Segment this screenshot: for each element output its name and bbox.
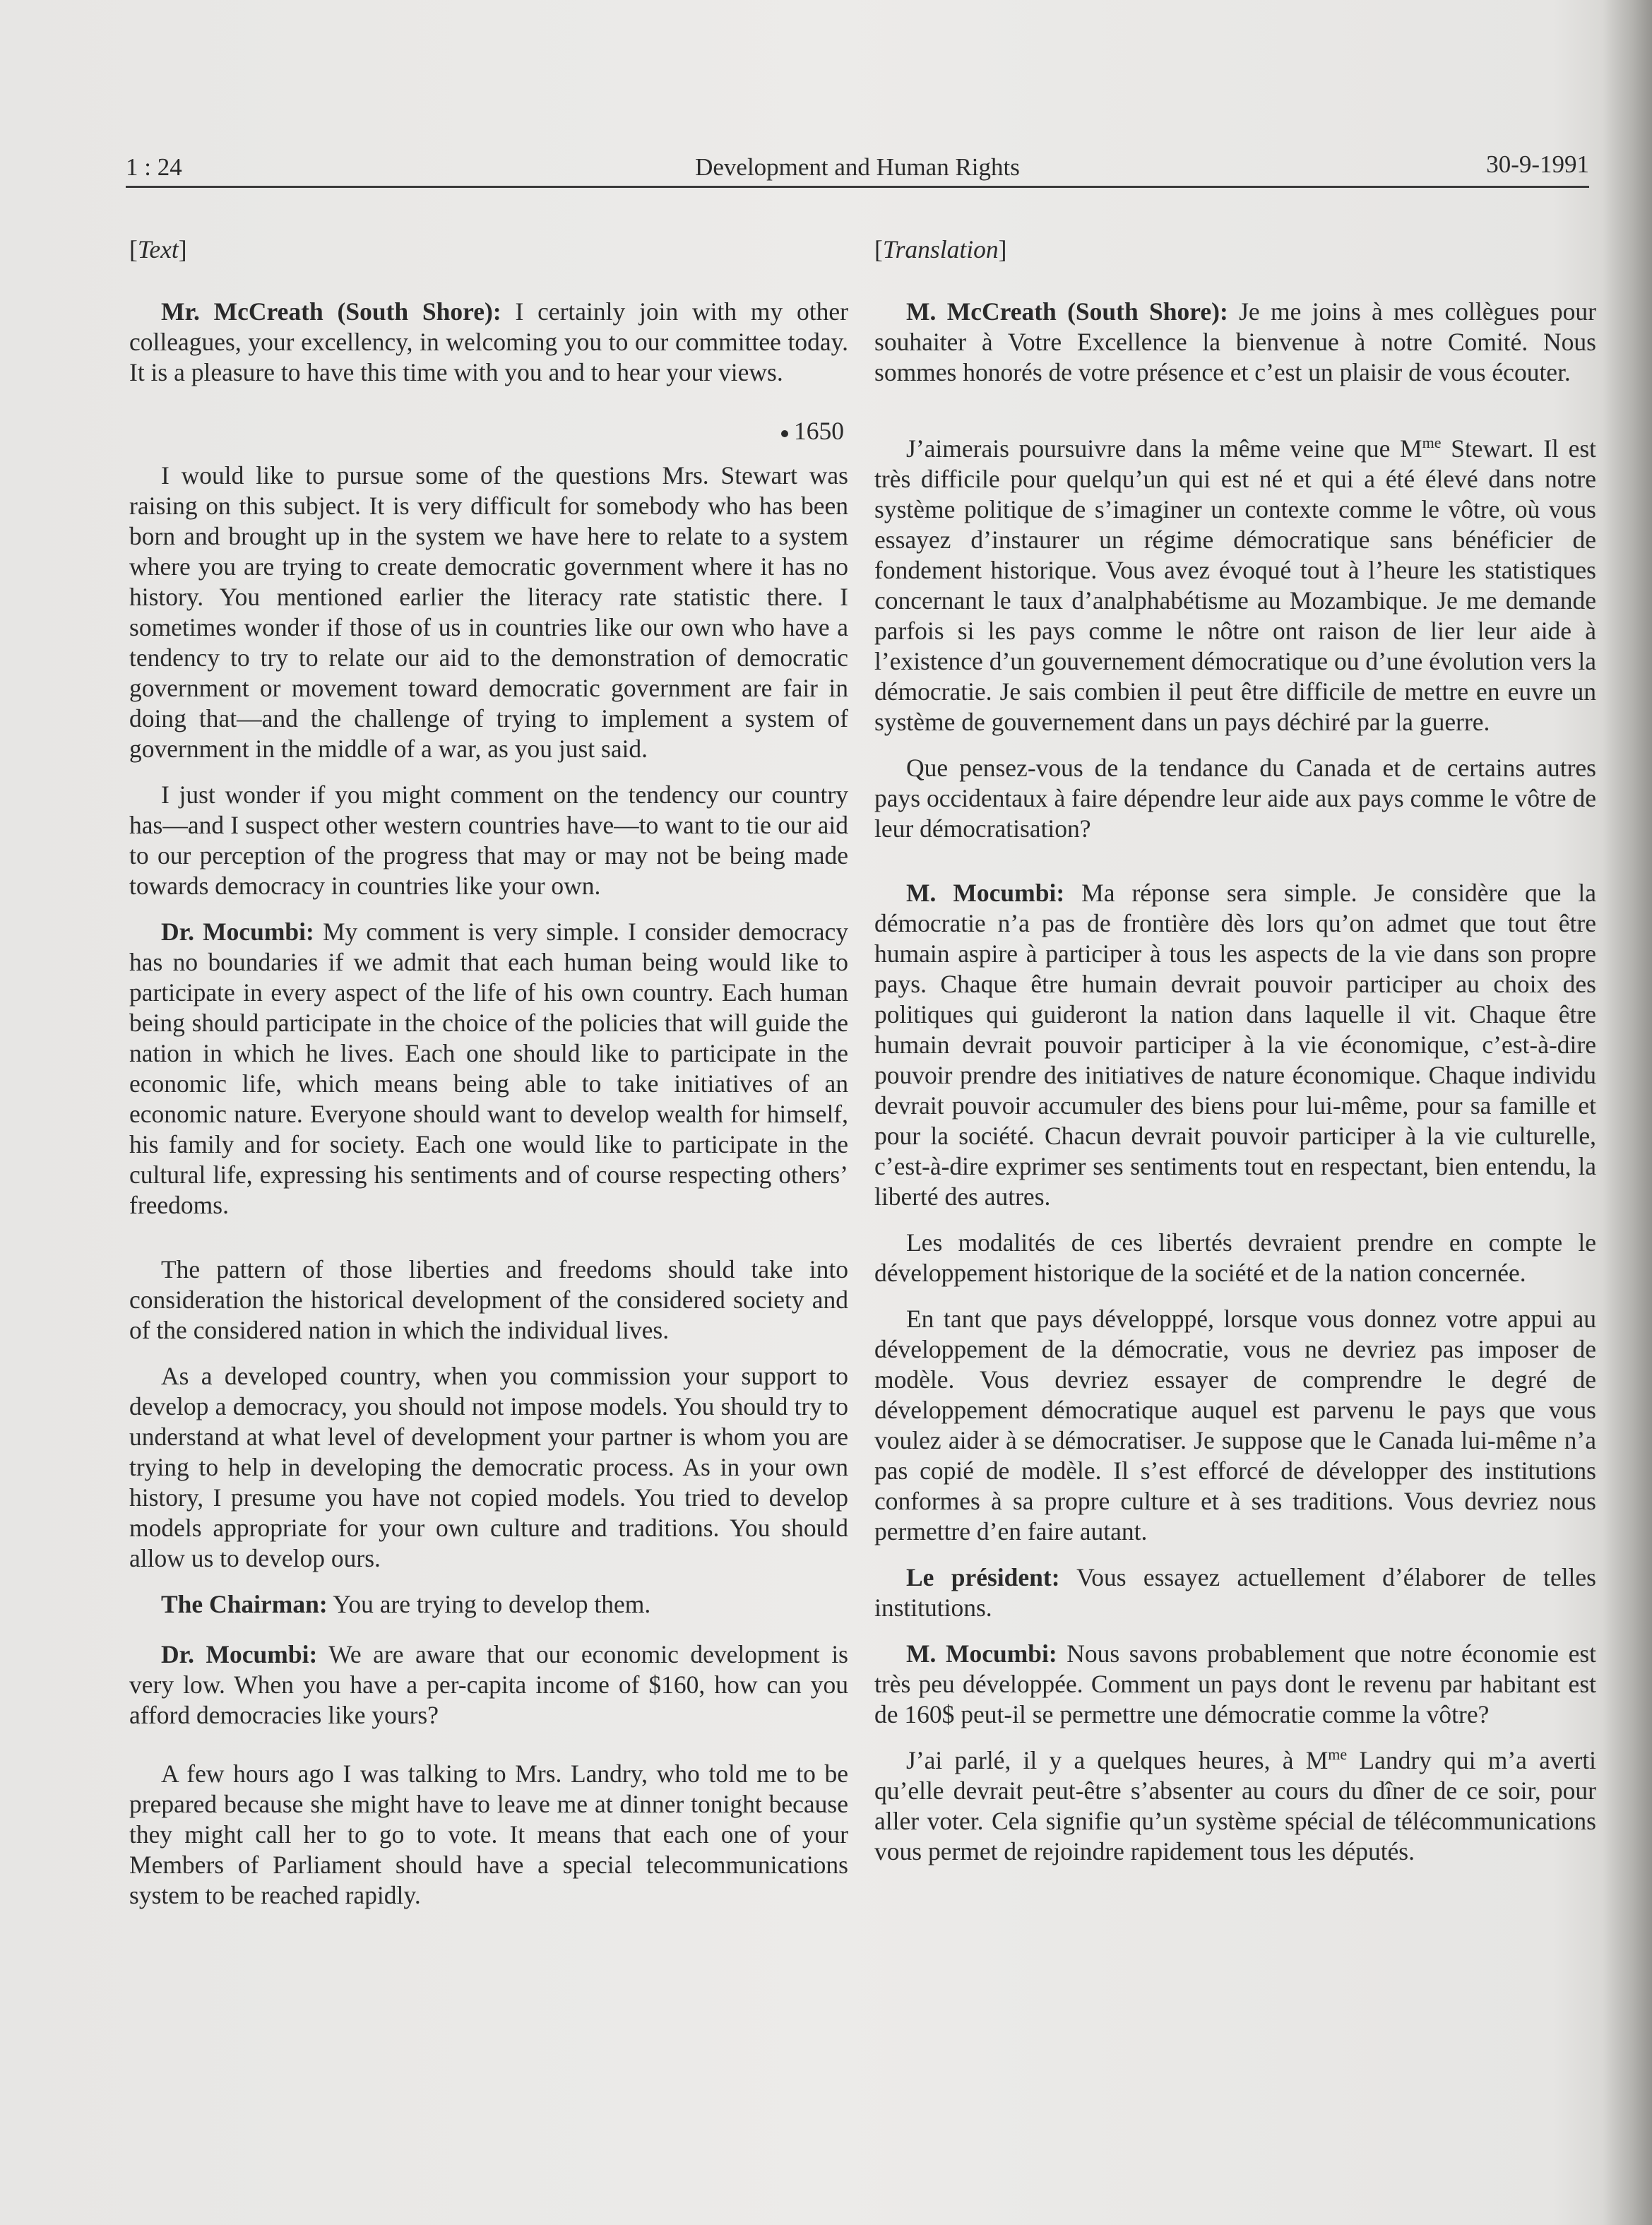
speaker-name: Mr. McCreath (South Shore): [161, 297, 501, 326]
speaker-name: Le président: [906, 1563, 1060, 1591]
paragraph: J’ai parlé, il y a quelques heures, à $M^{me}$ Landry qui m’a averti qu’elle devrait peut-être s’absenter au cours du dîner de ce soir, pour aller voter. Cela signifie qu’un système spécial de télécommunications vous permet de rejoindre rapidement tous les députés. [874, 1745, 1596, 1865]
paragraph: Dr. Mocumbi: We are aware that our economic development is very low. When you have a per-capita income of $160, how can you afford democracies like yours? [129, 1640, 848, 1729]
paragraph: M. Mocumbi: Ma réponse sera simple. Je considère que la démocratie n’a pas de frontière dès lors qu’on admet que tout être humain aspire à participer à tous les aspects de la vie dans son propre pays. Chaque être humain devrait pouvoir participer au choix des politiques qui guideront la nation dans laquelle il vit. Chaque être humain devrait pouvoir participer à la vie économique, c’est-à-dire pouvoir prendre des initiatives de nature économique. Chaque individu devrait pouvoir accumuler des biens pour lui-même, pour sa famille et pour la société. Chacun devrait pouvoir participer à la vie culturelle, c’est-à-dire exprimer ses sentiments tout en respectant, bien entendu, la liberté des autres. [874, 879, 1596, 1211]
translation-tag: [Translation] [874, 235, 1007, 263]
page-spine-shadow [1603, 0, 1652, 2225]
page-date: 30-9-1991 [1486, 150, 1589, 178]
time-marker: 1650 [129, 416, 848, 446]
page-number: 1 : 24 [126, 153, 182, 181]
paragraph: Les modalités de ces libertés devraient prendre en compte le développement historique de la société et de la nation concernée. [874, 1228, 1596, 1287]
paragraph: Que pensez-vous de la tendance du Canada et de certains autres pays occidentaux à faire dépendre leur aide aux pays comme le vôtre de leur démocratisation? [874, 754, 1596, 843]
speaker-name: Dr. Mocumbi: [161, 1640, 318, 1668]
paragraph: As a developed country, when you commission your support to develop a democracy, you should not impose models. You should try to understand at what level of development your partner is whom you are trying to help in developing the democratic process. As in your own history, I presume you have not copied models. You tried to develop models appropriate for your own culture and traditions. You should allow us to develop ours. [129, 1362, 848, 1572]
paragraph: The pattern of those liberties and freedoms should take into consideration the historical development of the considered society and of the considered nation in which the individual lives. [129, 1255, 848, 1344]
speaker-name: The Chairman: [161, 1590, 328, 1618]
page-header [126, 145, 1589, 188]
paragraph: Mr. McCreath (South Shore): I certainly join with my other colleagues, your excellency, in welcoming you to our committee today. It is a pleasure to have this time with you and to hear your views. [129, 297, 849, 386]
speaker-name: M. Mocumbi: [906, 879, 1065, 907]
right-column [874, 235, 1596, 1882]
text-tag: [Text] [129, 235, 187, 263]
paragraph: A few hours ago I was talking to Mrs. Landry, who told me to be prepared because she might have to leave me at dinner tonight because they might call her to go to vote. It means that each one of your Members of Parliament should have a special telecommunications system to be reached rapidly. [129, 1760, 848, 1909]
speaker-name: M. Mocumbi: [906, 1639, 1057, 1668]
paragraph: The Chairman: You are trying to develop them. [161, 1590, 651, 1618]
page-title: Development and Human Rights [695, 153, 1020, 181]
paragraph: I would like to pursue some of the questions Mrs. Stewart was raising on this subject. It is very difficult for somebody who has been born and brought up in the system we have here to relate to a system where you are trying to create democratic government where it has no history. You mentioned earlier the literacy rate statistic there. I sometimes wonder if those of us in countries like our own who have a tendency to try to relate our aid to the demonstration of democratic government or movement toward democratic government are fair in doing that—and the challenge of trying to implement a system of government in the middle of a war, as you just said. [129, 461, 848, 763]
paragraph: I just wonder if you might comment on the tendency our country has—and I suspect other western countries have—to want to tie our aid to our perception of the progress that may or may not be being made towards democracy in countries like your own. [129, 781, 848, 900]
paragraph: Dr. Mocumbi: My comment is very simple. I consider democracy has no boundaries if we admit that each human being would like to participate in every aspect of the life of his own country. Each human being should participate in the choice of the policies that will guide the nation in which he lives. Each one should like to participate in the economic life, which means being able to take initiatives of an economic nature. Everyone should want to develop wealth for himself, his family and for society. Each one would like to participate in the cultural life, expressing his sentiments and of course respecting others’ freedoms. [129, 918, 848, 1219]
paragraph: M. McCreath (South Shore): Je me joins à mes collègues pour souhaiter à Votre Excellence la bienvenue à notre Comité. Nous sommes honorés de votre présence et c’est un plaisir de vous écouter. [874, 297, 1596, 386]
left-column [129, 235, 848, 1926]
paragraph: J’aimerais poursuivre dans la même veine que $M^{me}$ Stewart. Il est très difficile pour quelqu’un qui est né et qui a été élevé dans notre système politique de s’imaginer un contexte comme le vôtre, où vous essayez d’instaurer un régime démocratique sans bénéficier de fondement historique. Vous avez évoqué tout à l’heure les statistiques concernant le taux d’analphabétisme au Mozambique. Je me demande parfois si les pays comme le nôtre ont raison de lier leur aide à l’existence d’un gouvernement démocratique ou d’une évolution vers la démocratie. Je sais combien il peut être difficile de mettre en euvre un système de gouvernement dans un pays déchiré par la guerre. [874, 434, 1597, 736]
paragraph: Le président: Vous essayez actuellement d’élaborer de telles institutions. [874, 1563, 1596, 1622]
paragraph: En tant que pays développpé, lorsque vous donnez votre appui au développement de la démocratie, vous ne devriez pas imposer de modèle. Vous devriez essayer de comprendre le degré de développement démocratique auquel est parvenu le pays que vous voulez aider à se démocratiser. Je suppose que le Canada lui-même n’a pas copié de modèle. Il s’est efforcé de développer des institutions conformes à sa propre culture et à ses traditions. Vous devriez nous permettre d’en faire autant. [874, 1305, 1596, 1545]
speaker-name: Dr. Mocumbi: [161, 918, 314, 946]
bullet-icon [781, 430, 788, 437]
speaker-name: M. McCreath (South Shore): [906, 297, 1228, 326]
paragraph: M. Mocumbi: Nous savons probablement que notre économie est très peu développée. Comment un pays dont le revenu par habitant est de 160$ peut-il se permettre une démocratie comme la vôtre? [874, 1639, 1596, 1728]
